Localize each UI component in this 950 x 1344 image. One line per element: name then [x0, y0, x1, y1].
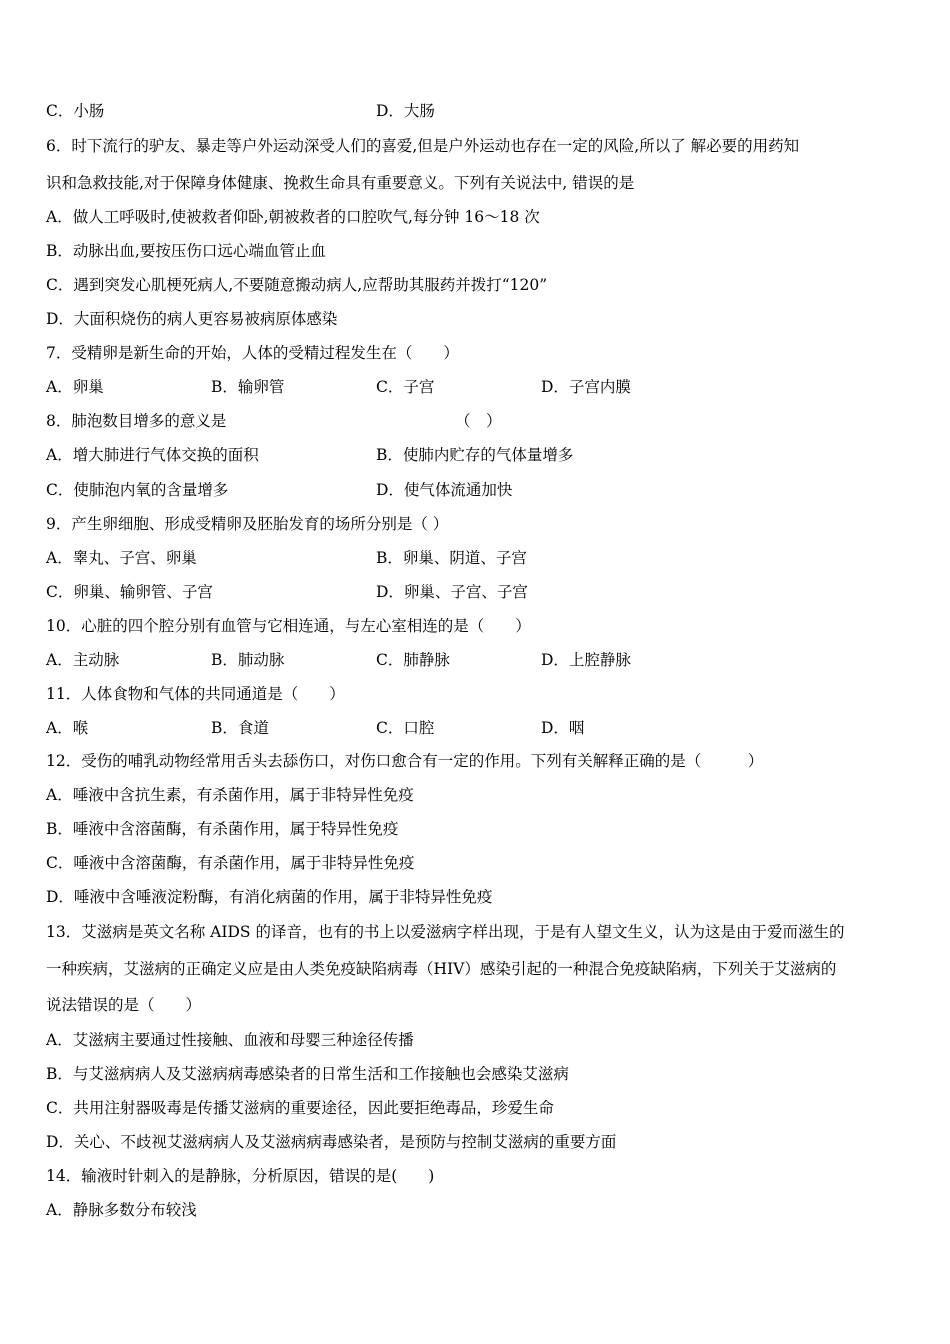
q8-option-c: C．使肺泡内氧的含量增多 [46, 481, 229, 499]
q12-option-a: A．唾液中含抗生素，有杀菌作用，属于非特异性免疫 [46, 786, 414, 804]
q11-option-a: A．喉 [46, 719, 89, 737]
q7-stem: 7．受精卵是新生命的开始，人体的受精过程发生在（ ） [46, 344, 459, 362]
q7-option-d: D．子宫内膜 [541, 378, 631, 396]
q9-option-a: A．睾丸、子宫、卵巢 [46, 549, 197, 567]
q13-option-d: D．关心、不歧视艾滋病病人及艾滋病病毒感染者，是预防与控制艾滋病的重要方面 [46, 1133, 617, 1151]
q13-stem-line1: 13．艾滋病是英文名称 AIDS 的译音，也有的书上以爱滋病字样出现，于是有人望文生义，认为这是由于爱而滋生的 [46, 923, 845, 941]
q7-option-c: C．子宫 [376, 378, 435, 396]
q12-option-c: C．唾液中含溶菌酶，有杀菌作用，属于非特异性免疫 [46, 854, 415, 872]
q11-option-c: C．口腔 [376, 719, 435, 737]
q12-stem: 12．受伤的哺乳动物经常用舌头去舔伤口，对伤口愈合有一定的作用。下列有关解释正确的是（ ） [46, 752, 764, 770]
q6-option-d: D．大面积烧伤的病人更容易被病原体感染 [46, 310, 338, 328]
q8-option-b: B．使肺内贮存的气体量增多 [376, 446, 574, 464]
q12-option-b: B．唾液中含溶菌酶，有杀菌作用，属于特异性免疫 [46, 820, 399, 838]
q10-option-c: C．肺静脉 [376, 651, 450, 669]
q13-stem-line3: 说法错误的是（ ） [46, 996, 202, 1014]
q8-stem: 8．肺泡数目增多的意义是 [46, 412, 227, 430]
q10-option-a: A．主动脉 [46, 651, 120, 669]
q13-option-a: A．艾滋病主要通过性接触、血液和母婴三种途径传播 [46, 1031, 414, 1049]
q9-option-b: B．卵巢、阴道、子宫 [376, 549, 527, 567]
q8-answer-paren: （ ） [455, 412, 502, 430]
q11-option-b: B．食道 [211, 719, 269, 737]
q6-option-b: B．动脉出血,要按压伤口远心端血管止血 [46, 242, 326, 260]
q13-option-c: C．共用注射器吸毒是传播艾滋病的重要途径，因此要拒绝毒品，珍爱生命 [46, 1099, 554, 1117]
q7-option-a: A．卵巢 [46, 378, 104, 396]
q8-option-d: D．使气体流通加快 [376, 481, 513, 499]
q10-stem: 10．心脏的四个腔分别有血管与它相连通，与左心室相连的是（ ） [46, 617, 531, 635]
q9-stem: 9．产生卵细胞、形成受精卵及胚胎发育的场所分别是（ ） [46, 515, 449, 533]
q7-option-b: B．输卵管 [211, 378, 285, 396]
q14-option-a: A．静脉多数分布较浅 [46, 1201, 197, 1219]
q13-stem-line2: 一种疾病，艾滋病的正确定义应是由人类免疫缺陷病毒（HIV）感染引起的一种混合免疫缺陷病，下列关于艾滋病的 [46, 960, 837, 978]
q6-stem-line2: 识和急救技能,对于保障身体健康、挽救生命具有重要意义。下列有关说法中, 错误的是 [46, 174, 635, 192]
q13-option-b: B．与艾滋病病人及艾滋病病毒感染者的日常生活和工作接触也会感染艾滋病 [46, 1065, 569, 1083]
q6-option-c: C．遇到突发心肌梗死病人,不要随意搬动病人,应帮助其服药并拨打“120” [46, 276, 548, 294]
q8-option-a: A．增大肺进行气体交换的面积 [46, 446, 259, 464]
q5-option-c: C．小肠 [46, 102, 105, 120]
q10-option-b: B．肺动脉 [211, 651, 285, 669]
q12-option-d: D．唾液中含唾液淀粉酶，有消化病菌的作用，属于非特异性免疫 [46, 888, 493, 906]
q5-option-d: D．大肠 [376, 102, 435, 120]
q6-stem-line1: 6．时下流行的驴友、暴走等户外运动深受人们的喜爱,但是户外运动也存在一定的风险,所以了 解必要的用药知 [46, 137, 800, 155]
q14-stem: 14．输液时针刺入的是静脉，分析原因，错误的是( ) [46, 1167, 435, 1185]
q11-option-d: D．咽 [541, 719, 585, 737]
q11-stem: 11．人体食物和气体的共同通道是（ ） [46, 685, 345, 703]
q10-option-d: D．上腔静脉 [541, 651, 631, 669]
q6-option-a: A．做人工呼吸时,使被救者仰卧,朝被救者的口腔吹气,每分钟 16～18 次 [46, 208, 540, 226]
q9-option-d: D．卵巢、子宫、子宫 [376, 583, 528, 601]
q9-option-c: C．卵巢、输卵管、子宫 [46, 583, 213, 601]
